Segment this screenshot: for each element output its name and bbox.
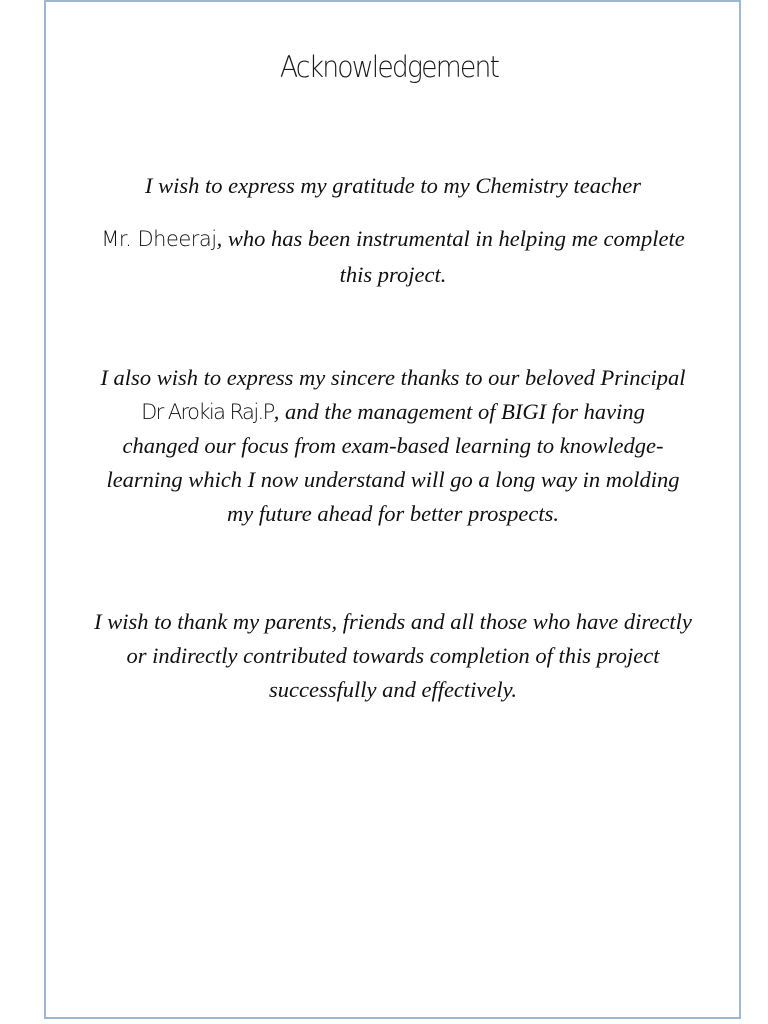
paragraph-line	[50, 220, 736, 257]
paragraph-line: this project.	[339, 262, 447, 287]
principal-name: Dr Arokia Raj.P	[141, 400, 274, 424]
paragraph-principal-thanks	[50, 361, 736, 531]
paragraph-line-text: , and the management of BIGI for having	[273, 399, 645, 424]
paragraph-line: my future ahead for better prospects.	[226, 501, 560, 526]
paragraph-line: changed our focus from exam-based learning to knowledge-	[122, 433, 664, 458]
paragraph-line: or indirectly contributed towards completion of this project	[126, 643, 660, 668]
paragraph-line: I wish to thank my parents, friends and all those who have directly	[94, 609, 692, 634]
paragraph-family-thanks	[50, 605, 736, 707]
paragraph-line	[50, 395, 736, 429]
page-title: Acknowledgement	[279, 50, 499, 84]
paragraph-line: I wish to express my gratitude to my Chemistry teacher	[145, 173, 641, 198]
paragraph-teacher-thanks	[50, 170, 736, 290]
paragraph-line: successfully and effectively.	[268, 677, 518, 702]
paragraph-line-text: , who has been instrumental in helping me complete	[216, 226, 685, 251]
paragraph-line: learning which I now understand will go a long way in molding	[106, 467, 680, 492]
paragraph-line: I also wish to express my sincere thanks to our beloved Principal	[100, 365, 686, 390]
teacher-name: Mr. Dheeraj	[101, 227, 217, 251]
